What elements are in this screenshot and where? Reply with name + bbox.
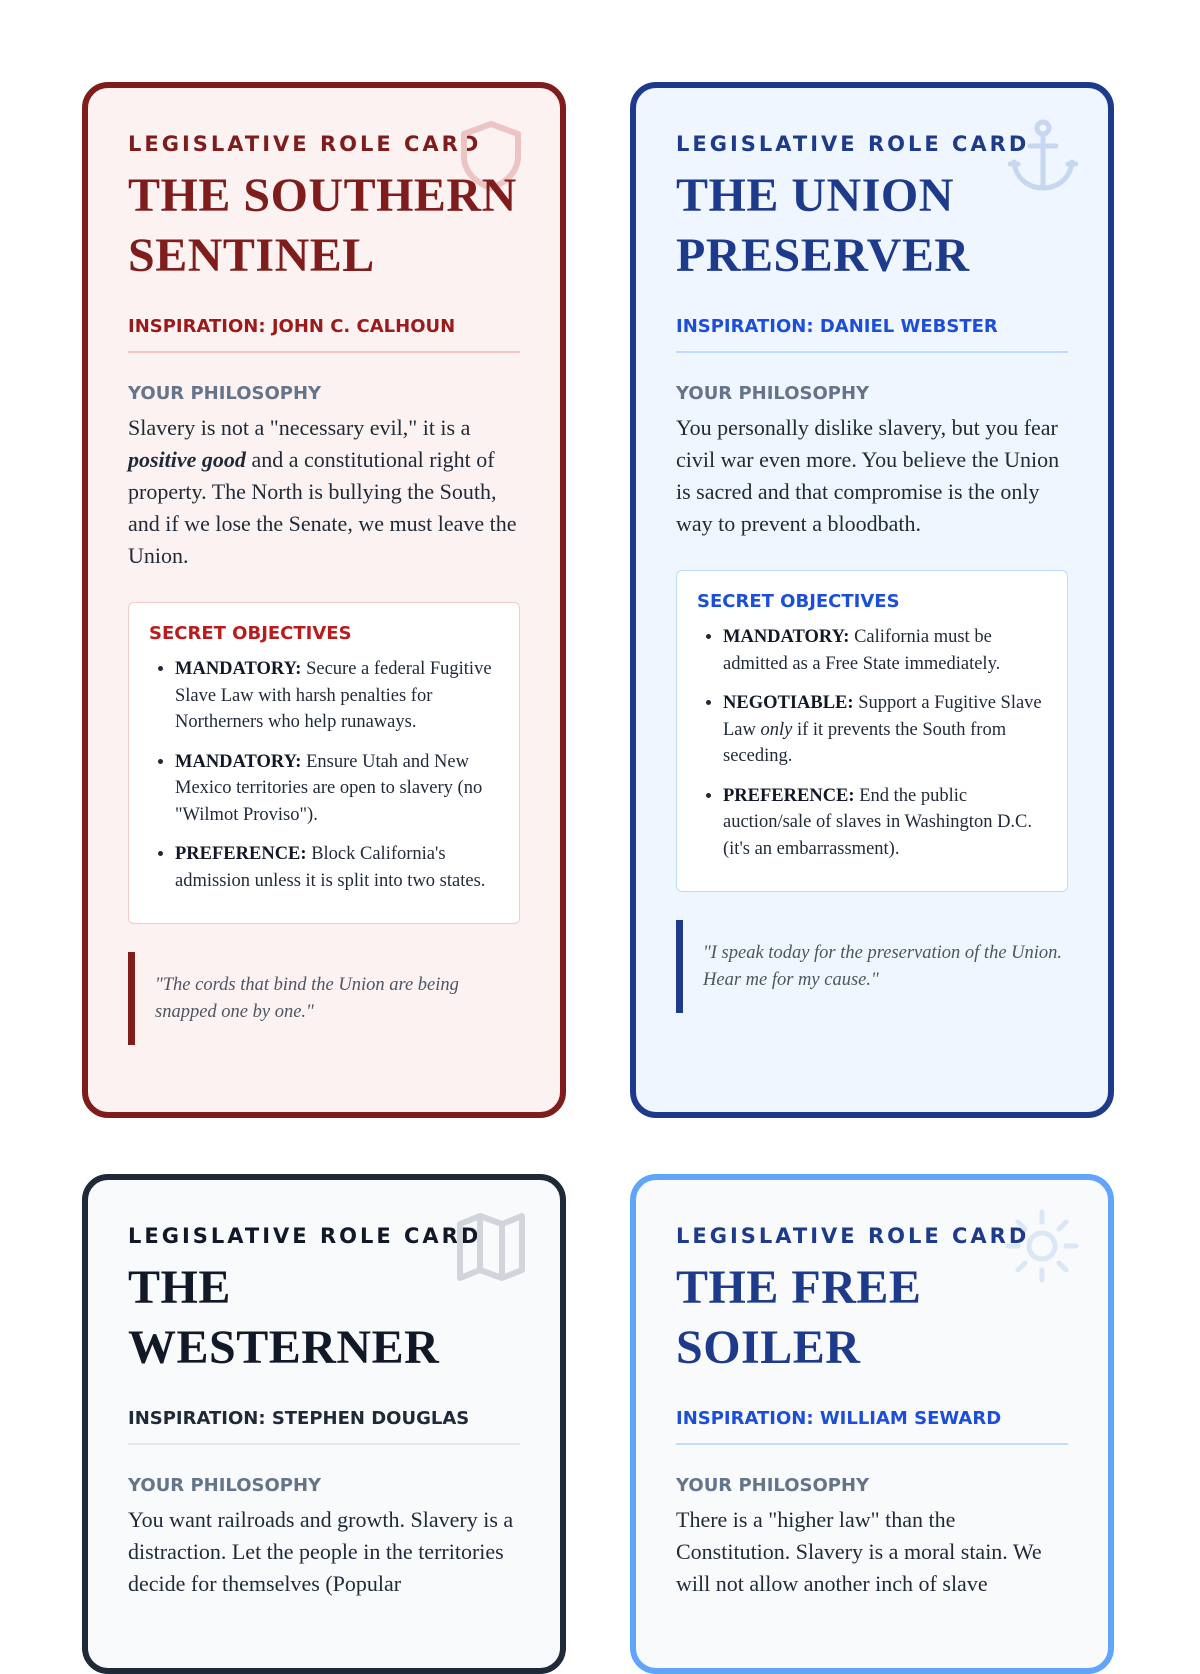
card-inspiration: INSPIRATION: WILLIAM SEWARD [676, 1408, 1068, 1445]
objective-text: California must be admitted as a Free State immediately. [723, 627, 1001, 674]
card-inspiration: INSPIRATION: DANIEL WEBSTER [676, 316, 1068, 353]
philosophy-label: YOUR PHILOSOPHY [676, 1475, 870, 1496]
philosophy-text [128, 412, 520, 572]
philosophy-text: You want railroads and growth. Slavery is a distraction. Let the people in the territories decide for themselves (Popular [128, 1507, 514, 1596]
objective-text: End the public auction/sale of slaves in Washington D.C. (it's an embarrassment). [723, 785, 1033, 859]
card-inspiration: INSPIRATION: STEPHEN DOUGLAS [128, 1408, 520, 1445]
secret-objectives-title: SECRET OBJECTIVES [149, 623, 352, 644]
objective-tag: MANDATORY: [175, 751, 302, 772]
philosophy-emphasis: positive good [128, 447, 246, 472]
card-title-line2: SOILER [676, 1321, 861, 1374]
card-title-line2: PRESERVER [676, 229, 970, 282]
card-label: LEGISLATIVE ROLE CARD [676, 132, 1030, 156]
objective-item [175, 656, 499, 736]
objective-item [723, 783, 1047, 863]
objective-tag: NEGOTIABLE: [723, 693, 854, 713]
objective-item [723, 690, 1047, 770]
card-title [676, 166, 1068, 286]
card-title-line1: THE FREE [676, 1261, 922, 1314]
objective-emphasis: only [760, 719, 793, 740]
philosophy-text: You personally dislike slavery, but you fear civil war even more. You believe the Union is sacred and that compromise is the only way to prevent a bloodbath. [676, 415, 1060, 536]
role-card-free-soiler [630, 1174, 1114, 1674]
card-title [128, 1258, 520, 1378]
role-card-union-preserver [630, 82, 1114, 1118]
objective-tag: MANDATORY: [175, 659, 302, 679]
role-card-westerner [82, 1174, 566, 1674]
objectives-list [697, 624, 1047, 862]
card-title-line1: THE SOUTHERN [128, 169, 517, 222]
card-inspiration: INSPIRATION: JOHN C. CALHOUN [128, 316, 520, 353]
card-label: LEGISLATIVE ROLE CARD [676, 1224, 1030, 1248]
objective-item [175, 749, 499, 829]
card-title-line1: THE UNION [676, 169, 954, 222]
card-title-line2: SENTINEL [128, 229, 375, 282]
philosophy-label: YOUR PHILOSOPHY [128, 1475, 322, 1496]
secret-objectives-title: SECRET OBJECTIVES [697, 591, 900, 612]
objectives-list [149, 656, 499, 894]
card-title [676, 1258, 1068, 1378]
philosophy-text-pre: Slavery is not a "necessary evil," it is a [128, 415, 471, 440]
philosophy-label: YOUR PHILOSOPHY [676, 383, 870, 404]
card-title-line2: WESTERNER [128, 1321, 440, 1374]
card-title-line1: THE [128, 1261, 231, 1314]
objective-tag: PREFERENCE: [175, 844, 307, 864]
objective-tag: PREFERENCE: [723, 785, 855, 806]
objective-item [723, 624, 1047, 677]
secret-objectives-box [128, 602, 520, 924]
card-title [128, 166, 520, 286]
objective-item [175, 841, 499, 894]
card-label: LEGISLATIVE ROLE CARD [128, 132, 482, 156]
objective-text-post: if it prevents the South from seceding. [723, 719, 1007, 766]
objective-text: Block California's admission unless it is split into two states. [175, 844, 486, 891]
objective-text: Ensure Utah and New Mexico territories are open to slavery (no "Wilmot Proviso"). [175, 751, 483, 825]
card-label: LEGISLATIVE ROLE CARD [128, 1224, 482, 1248]
role-card-southern-sentinel [82, 82, 566, 1118]
objective-text-pre: Support a Fugitive Slave Law [723, 693, 1042, 740]
philosophy-label: YOUR PHILOSOPHY [128, 383, 322, 404]
philosophy-text: There is a "higher law" than the Constitution. Slavery is a moral stain. We will not allow another inch of slave [676, 1507, 1042, 1596]
objective-tag: MANDATORY: [723, 627, 850, 647]
philosophy-text-post: and a constitutional right of property. The North is bullying the South, and if we lose the Senate, we must leave the Union. [128, 447, 517, 568]
objective-text: Secure a federal Fugitive Slave Law with harsh penalties for Northerners who help runaways. [175, 659, 492, 732]
card-quote: "The cords that bind the Union are being snapped one by one." [128, 952, 520, 1045]
card-quote: "I speak today for the preservation of the Union. Hear me for my cause." [676, 920, 1068, 1013]
secret-objectives-box [676, 570, 1068, 892]
